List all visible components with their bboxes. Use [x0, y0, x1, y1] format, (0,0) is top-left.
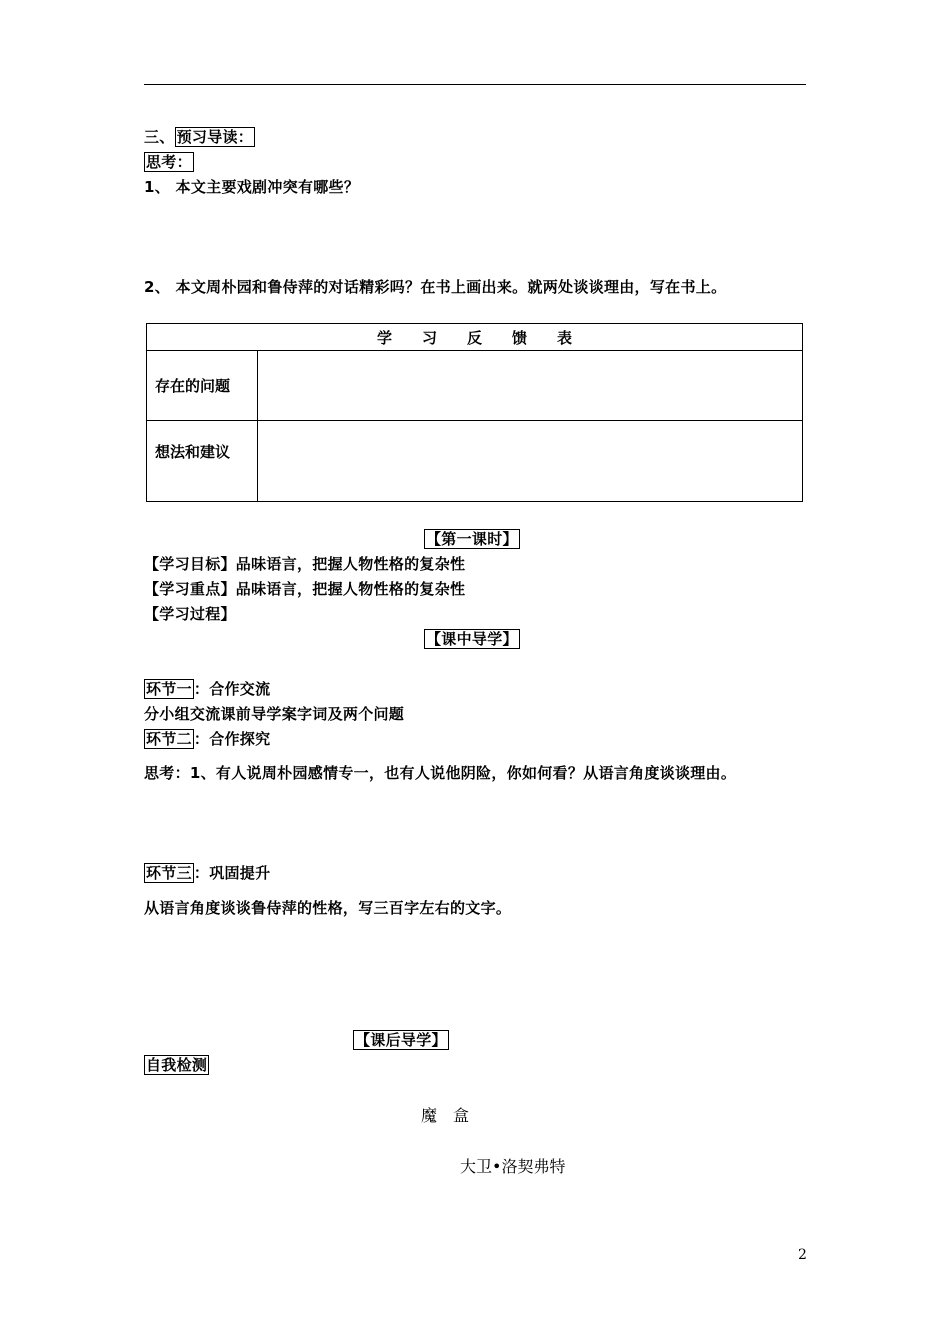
page-number: 2	[798, 1247, 807, 1263]
step-1-title: ：合作交流	[193, 680, 271, 698]
story-author: 大卫•洛契弗特	[460, 1157, 566, 1176]
think-label-text: 思考：	[146, 153, 192, 171]
feedback-row-content[interactable]	[258, 421, 803, 502]
feedback-row-content[interactable]	[258, 351, 803, 421]
step-1-desc: 分小组交流课前导学案字词及两个问题	[144, 705, 405, 723]
section-3-title: 预习导读：	[176, 128, 254, 146]
after-class-heading	[353, 1030, 449, 1050]
step-3-title: ：巩固提升	[193, 864, 271, 882]
feedback-row-label: 存在的问题	[147, 351, 258, 421]
lesson-1-heading	[424, 529, 520, 549]
header-rule	[144, 84, 806, 85]
question-1: 1、 本文主要戏剧冲突有哪些？	[144, 178, 360, 196]
step-3-desc: 从语言角度谈谈鲁侍萍的性格，写三百字左右的文字。	[144, 899, 512, 917]
key-point: 【学习重点】品味语言，把握人物性格的复杂性	[144, 580, 466, 598]
step-1	[144, 679, 270, 699]
lesson-1-heading-text: 【第一课时】	[426, 530, 518, 548]
in-class-heading-text: 【课中导学】	[426, 630, 518, 648]
self-check-text: 自我检测	[146, 1056, 208, 1074]
story-title: 魔 盒	[421, 1106, 470, 1125]
in-class-heading	[424, 629, 520, 649]
learning-objective: 【学习目标】品味语言，把握人物性格的复杂性	[144, 555, 466, 573]
section-3-prefix: 三、	[144, 128, 175, 146]
feedback-table-title: 学习反馈表	[147, 324, 803, 351]
feedback-table	[146, 323, 803, 502]
step-3-label: 环节三	[146, 864, 192, 882]
question-2: 2、 本文周朴园和鲁侍萍的对话精彩吗？在书上画出来。就两处谈谈理由，写在书上。	[144, 278, 727, 296]
after-class-heading-text: 【课后导学】	[355, 1031, 447, 1049]
step-2-think: 思考：1、有人说周朴园感情专一，也有人说他阴险，你如何看？从语言角度谈谈理由。	[144, 764, 737, 782]
feedback-row-label: 想法和建议	[147, 421, 258, 502]
learning-process: 【学习过程】	[144, 605, 236, 623]
section-3-heading	[144, 127, 255, 147]
step-2-title: ：合作探究	[193, 730, 271, 748]
step-2-label: 环节二	[146, 730, 192, 748]
step-1-label: 环节一	[146, 680, 192, 698]
step-3	[144, 863, 270, 883]
think-label	[144, 152, 194, 172]
self-check	[144, 1055, 209, 1075]
step-2	[144, 729, 270, 749]
